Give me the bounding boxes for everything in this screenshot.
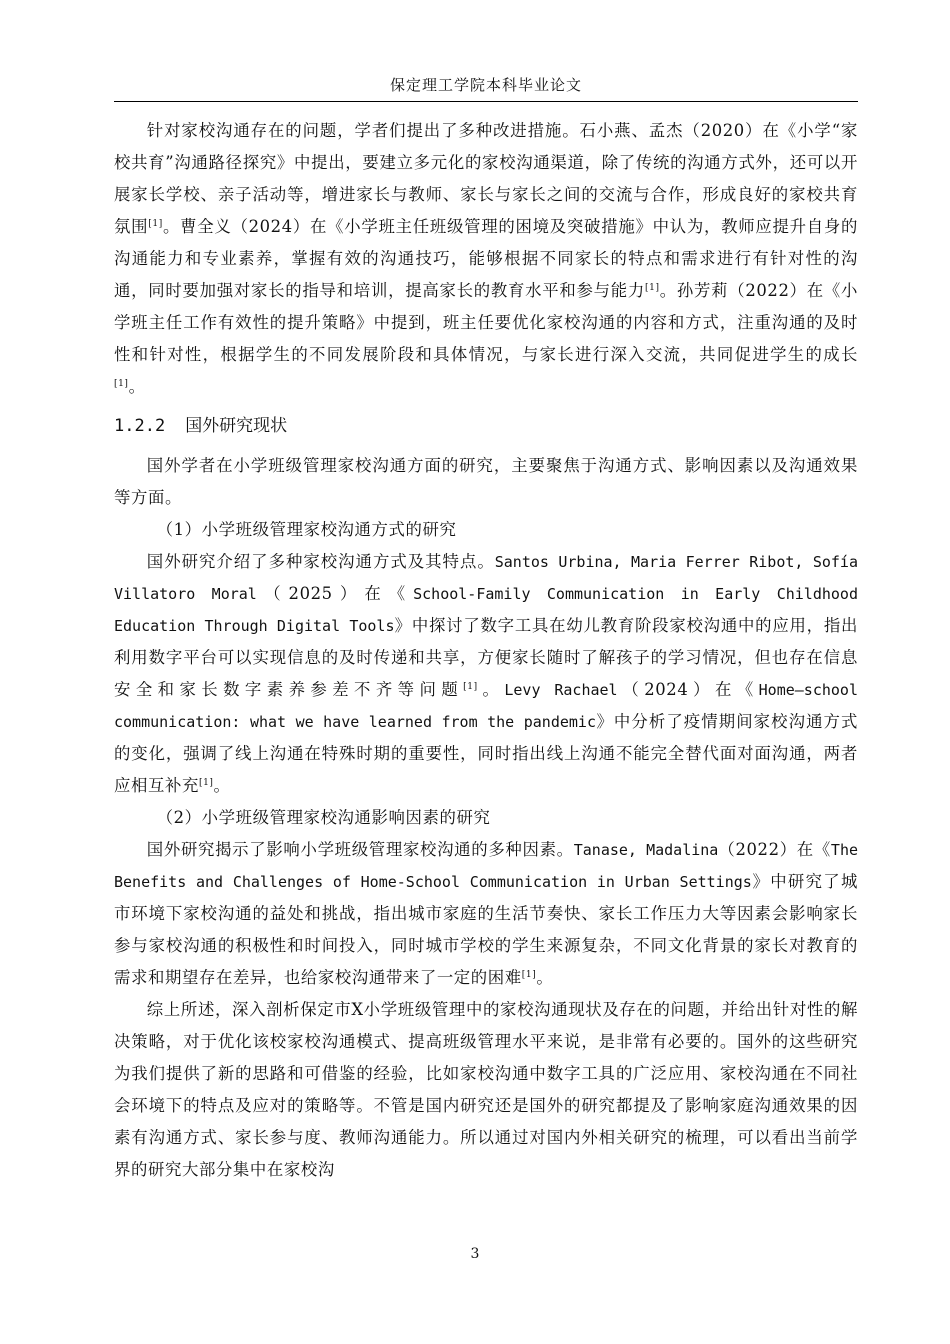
text-span: （2025）在《 [256, 584, 414, 603]
citation-mark: [1] [463, 682, 478, 692]
paper-title: The Benefits and Challenges of Home-School Communication in Urban Settings [114, 841, 859, 891]
text-span: 》中研究了城市环境下家校沟通的益处和挑战，指出城市家庭的生活节奏快、家长工作压力大等因素会影响家长参与家校沟通的积极性和时间投入，同时城市学校的学生来源复杂，不同文化背景的家长对教育的需求和期望存在差异，也给家校沟通带来了一定的困难 [114, 872, 858, 987]
text-span: 。 [128, 377, 146, 396]
text-span: 针对家校沟通存在的问题，学者们提出了多种改进措施。石小燕、孟杰（2020）在《小学“家校共育”沟通路径探究》中提出，要建立多元化的家校沟通渠道，除了传统的沟通方式外，还可以开展家长学校、亲子活动等，增进家长与教师、家长与家长之间的交流与合作，形成良好的家校共育氛围 [114, 121, 858, 236]
paragraph-summary: 综上所述，深入剖析保定市X小学班级管理中的家校沟通现状及存在的问题，并给出针对性的解决策略，对于优化该校家校沟通模式、提高班级管理水平来说，是非常有必要的。国外的这些研究为我们提供了新的思路和可借鉴的经验，比如家校沟通中数字工具的广泛应用、家校沟通在不同社会环境下的特点及应对的策略等。不管是国内研究还是国外的研究都提及了影响家庭沟通效果的因素有沟通方式、家长参与度、教师沟通能力。所以通过对国内外相关研究的梳理，可以看出当前学界的研究大部分集中在家校沟 [114, 1000, 858, 1179]
citation-mark: [1] [645, 283, 660, 293]
text-span: 。孙芳莉（2022）在《小学班主任工作有效性的提升策略》中提到，班主任要优化家校沟通的内容和方式，注重沟通的及时性和针对性，根据学生的不同发展阶段和具体情况，与家长进行深入交流，共同促进学生的成长 [114, 281, 858, 364]
text-span: 。曹全义（2024）在《小学班主任班级管理的困境及突破措施》中认为，教师应提升自身的沟通能力和专业素养，掌握有效的沟通技巧，能够根据不同家长的特点和需求进行有针对性的沟通，同时要加强对家长的指导和培训，提高家长的教育水平和参与能力 [114, 217, 858, 300]
author-names: Santos Urbina, Maria Ferrer Ribot, Sofía Villatoro Moral [114, 553, 858, 603]
subheading-factors: （2）小学班级管理家校沟通影响因素的研究 [156, 808, 491, 827]
paragraph-foreign-intro: 国外学者在小学班级管理家校沟通方面的研究，主要聚焦于沟通方式、影响因素以及沟通效果等方面。 [114, 456, 858, 507]
paper-title: Home–school communication: what we have learned from the pandemic [114, 681, 858, 731]
text-span: 》中分析了疫情期间家校沟通方式的变化，强调了线上沟通在特殊时期的重要性，同时指出线上沟通不能完全替代面对面沟通，两者应相互补充 [114, 712, 859, 795]
author-names: Tanase, Madalina [573, 841, 719, 859]
subheading-methods: （1）小学班级管理家校沟通方式的研究 [156, 520, 457, 539]
text-span: 国外研究揭示了影响小学班级管理家校沟通的多种因素。 [146, 840, 574, 859]
citation-mark: [1] [521, 970, 537, 980]
text-span: 》中探讨了数字工具在幼儿教育阶段家校沟通中的应用，指出利用数字平台可以实现信息的及时传递和共享，方便家长随时了解孩子的学习情况，但也存在信息安全和家长数字素养参差不齐等问题 [114, 616, 858, 699]
paragraph-factors [114, 834, 858, 994]
section-number: 1.2.2 [114, 416, 166, 436]
page-body [114, 115, 858, 1186]
running-header: 保定理工学院本科毕业论文 [389, 76, 582, 94]
text-span: 。 [213, 776, 231, 795]
paper-title: School-Family Communication in Early Childhood Education Through Digital Tools [114, 585, 858, 635]
citation-mark: [1] [198, 778, 214, 788]
paragraph-methods [114, 546, 858, 802]
text-span: 国外研究介绍了多种家校沟通方式及其特点。 [146, 552, 495, 571]
section-title: 国外研究现状 [185, 416, 288, 436]
text-span: （2022）在《 [718, 840, 831, 859]
text-span: （2024）在《 [617, 680, 759, 699]
citation-mark: [1] [148, 219, 163, 229]
page-number: 3 [470, 1246, 480, 1262]
paragraph-domestic-measures [114, 115, 858, 403]
citation-mark: [1] [114, 379, 129, 389]
text-span: 。 [477, 680, 505, 699]
author-names: Levy Rachael [504, 681, 618, 699]
header-rule [114, 101, 858, 102]
section-heading [114, 410, 858, 442]
text-span: 。 [536, 968, 554, 987]
